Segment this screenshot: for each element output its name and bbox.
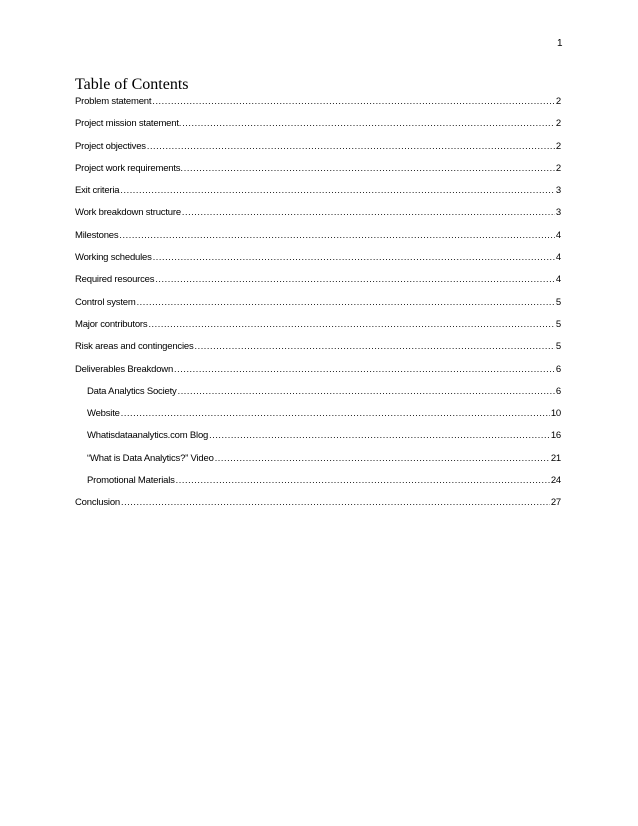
toc-entry-page: 3 <box>555 185 561 197</box>
dot-leader <box>153 252 555 262</box>
toc-subentry[interactable] <box>75 430 561 452</box>
toc-entry-label: Promotional Materials <box>87 475 175 487</box>
toc-entry-label: Project work requirements. <box>75 162 183 174</box>
dot-leader <box>148 319 554 329</box>
toc-entry-label: Whatisdataanalytics.com Blog <box>87 430 209 442</box>
toc-entry-label: Working schedules <box>75 252 152 264</box>
dot-leader <box>209 430 550 440</box>
toc-entry-label: Data Analytics Society <box>87 385 177 397</box>
toc-entry-page: 24 <box>550 475 561 487</box>
dot-leader <box>182 207 555 217</box>
toc-entry-page: 4 <box>555 229 561 241</box>
toc-entry-page: 4 <box>555 252 561 264</box>
dot-leader <box>152 96 555 106</box>
toc-entry-page: 21 <box>550 452 561 464</box>
table-of-contents <box>75 96 561 520</box>
toc-entry-label: Conclusion <box>75 497 120 509</box>
toc-entry[interactable] <box>75 163 561 185</box>
toc-entry-label: Exit criteria <box>75 185 120 197</box>
toc-entry-page: 10 <box>550 408 561 420</box>
toc-entry-label: Work breakdown structure <box>75 207 181 219</box>
toc-entry-page: 4 <box>555 274 561 286</box>
toc-entry-label: Problem statement <box>75 96 152 107</box>
dot-leader <box>121 497 550 507</box>
toc-subentry[interactable] <box>75 408 561 430</box>
dot-leader <box>215 453 550 463</box>
dot-leader <box>155 274 555 284</box>
toc-entry-label: “What is Data Analytics?” Video <box>87 452 214 464</box>
toc-entry-page: 3 <box>555 207 561 219</box>
toc-entry[interactable] <box>75 297 561 319</box>
toc-entry-label: Milestones <box>75 229 119 241</box>
toc-entry[interactable] <box>75 364 561 386</box>
dot-leader <box>137 297 555 307</box>
toc-entry[interactable] <box>75 252 561 274</box>
toc-entry[interactable] <box>75 497 561 519</box>
dot-leader <box>120 185 555 195</box>
toc-entry-page: 6 <box>555 363 561 375</box>
toc-title: Table of Contents <box>75 76 189 93</box>
toc-entry-page: 16 <box>550 430 561 442</box>
toc-entry[interactable] <box>75 96 561 118</box>
toc-entry-label: Major contributors <box>75 318 148 330</box>
toc-entry[interactable] <box>75 141 561 163</box>
toc-entry[interactable] <box>75 185 561 207</box>
dot-leader <box>119 230 554 240</box>
toc-entry-page: 5 <box>555 318 561 330</box>
toc-entry[interactable] <box>75 207 561 229</box>
toc-entry-page: 2 <box>555 118 561 130</box>
toc-entry-page: 2 <box>555 162 561 174</box>
toc-entry-label: Risk areas and contingencies <box>75 341 194 353</box>
toc-entry-page: 27 <box>550 497 561 509</box>
toc-entry[interactable] <box>75 341 561 363</box>
dot-leader <box>176 475 550 485</box>
toc-entry-page: 5 <box>555 341 561 353</box>
toc-entry-page: 6 <box>555 385 561 397</box>
toc-entry-page: 2 <box>555 96 561 107</box>
page-number: 1 <box>557 38 563 49</box>
toc-entry[interactable] <box>75 319 561 341</box>
toc-entry-label: Control system <box>75 296 136 308</box>
toc-entry-label: Project objectives <box>75 140 146 152</box>
dot-leader <box>195 341 555 351</box>
toc-entry-label: Deliverables Breakdown <box>75 363 174 375</box>
toc-entry-label: Project mission statement. <box>75 118 182 130</box>
toc-entry-label: Required resources <box>75 274 155 286</box>
toc-entry[interactable] <box>75 118 561 140</box>
dot-leader <box>182 118 555 128</box>
toc-entry-label: Website <box>87 408 120 420</box>
toc-entry-page: 5 <box>555 296 561 308</box>
toc-entry[interactable] <box>75 274 561 296</box>
dot-leader <box>121 408 550 418</box>
dot-leader <box>184 163 555 173</box>
toc-subentry[interactable] <box>75 453 561 475</box>
toc-subentry[interactable] <box>75 475 561 497</box>
toc-entry-page: 2 <box>555 140 561 152</box>
toc-subentry[interactable] <box>75 386 561 408</box>
dot-leader <box>178 386 555 396</box>
dot-leader <box>174 364 555 374</box>
toc-entry[interactable] <box>75 230 561 252</box>
dot-leader <box>147 141 555 151</box>
